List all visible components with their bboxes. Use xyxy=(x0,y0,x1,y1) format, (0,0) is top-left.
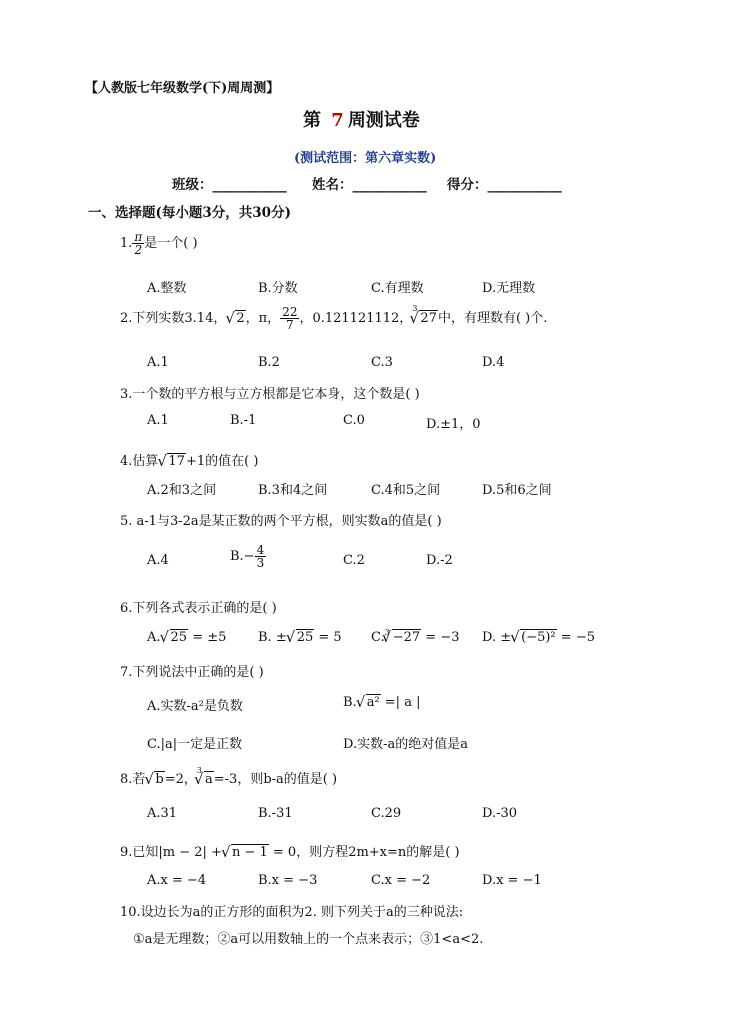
q2-cbrt xyxy=(410,311,438,326)
q4-option-b: B.3和4之间 xyxy=(258,483,328,498)
q9-post: = 0，则方程2m+x=n的解是( ) xyxy=(268,845,460,860)
q1-option-a: A.整数 xyxy=(147,281,187,296)
q4-sqrt-rad: 17 xyxy=(168,454,185,469)
q6-opta-sqrt xyxy=(161,630,189,645)
q2-sqrt xyxy=(226,311,245,326)
q4-post: +1的值在( ) xyxy=(185,454,259,469)
question-2 xyxy=(120,306,547,331)
q6-option-b xyxy=(258,630,342,645)
q6-optd-sqrt xyxy=(511,630,557,645)
question-9 xyxy=(120,841,460,860)
q8-cbrt-rad: a xyxy=(205,772,213,787)
q2-option-a: A.1 xyxy=(147,355,169,370)
q6-opta-rad: 25 xyxy=(170,630,188,645)
q9-option-d: D.x = −1 xyxy=(482,873,542,888)
q2-fraction xyxy=(280,306,299,331)
q7-option-b xyxy=(343,695,420,710)
q5-optb-num: 4 xyxy=(256,543,265,557)
q7-optb-post: =| a | xyxy=(380,695,421,710)
q4-sqrt xyxy=(158,454,186,469)
question-3: 3.一个数的平方根与立方根都是它本身，这个数是( ) xyxy=(120,387,420,402)
q1-frac-num: π xyxy=(134,230,143,244)
q7-option-d: D.实数-a的绝对值是a xyxy=(343,737,468,752)
q8-cbrt-index: 3 xyxy=(196,766,202,775)
q3-option-b: B.-1 xyxy=(230,413,257,428)
q4-pre: 4.估算 xyxy=(120,454,159,469)
q7-optb-sqrt xyxy=(357,695,381,710)
q1-frac-den: 2 xyxy=(134,243,143,257)
q9-sqrt-rad: n − 1 xyxy=(231,845,268,860)
question-10-statements: ①a是无理数；②a可以用数轴上的一个点来表示；③1<a<2. xyxy=(133,932,484,947)
q8-option-d: D.-30 xyxy=(482,806,518,821)
q6-optd-pre: D. ± xyxy=(482,630,512,645)
q6-option-a xyxy=(147,630,226,645)
q8-cbrt xyxy=(195,772,214,787)
question-4 xyxy=(120,450,258,469)
q2-cbrt-rad: 27 xyxy=(420,311,437,326)
q5-optb-pre: B.− xyxy=(230,549,255,564)
q6-optb-post: = 5 xyxy=(314,630,342,645)
q6-optc-pre: C. xyxy=(371,630,385,645)
q2-cbrt-index: 3 xyxy=(412,304,418,313)
q4-option-a: A.2和3之间 xyxy=(147,483,217,498)
q8-pre: 8.若 xyxy=(120,772,146,787)
title-suffix: 周测试卷 xyxy=(347,110,420,131)
section-title: 一、选择题(每小题3分，共30分) xyxy=(88,205,291,221)
q1-text: 是一个( ) xyxy=(144,236,198,251)
q6-optd-rad: (−5)² xyxy=(521,630,556,645)
q6-option-d xyxy=(482,630,595,645)
q9-option-a: A.x = −4 xyxy=(147,873,207,888)
q9-pre: 9.已知|m − 2| + xyxy=(120,845,222,860)
q8-option-b: B.-31 xyxy=(258,806,293,821)
q6-opta-pre: A. xyxy=(147,630,161,645)
q4-option-d: D.5和6之间 xyxy=(482,483,552,498)
q3-option-a: A.1 xyxy=(147,413,169,428)
q2-post: 中，有理数有( )个. xyxy=(437,311,548,326)
q5-option-c: C.2 xyxy=(343,553,365,568)
q6-optc-cbrt xyxy=(383,630,421,645)
q2-option-d: D.4 xyxy=(482,355,505,370)
name-field: 姓名：___________ xyxy=(312,177,427,193)
q5-optb-den: 3 xyxy=(256,556,265,570)
series-tag: 【人教版七年级数学(下)周周测】 xyxy=(85,81,280,96)
q6-optc-post: = −3 xyxy=(421,630,460,645)
q3-option-d: D.±1，0 xyxy=(426,417,481,432)
q8-sqrt xyxy=(145,772,164,787)
q4-option-c: C.4和5之间 xyxy=(371,483,441,498)
title-prefix: 第 xyxy=(303,110,321,131)
q7-option-a: A.实数-a²是负数 xyxy=(147,699,243,714)
question-8 xyxy=(120,768,337,787)
page-title xyxy=(303,106,420,132)
q9-option-c: C.x = −2 xyxy=(371,873,431,888)
q6-optb-sqrt xyxy=(287,630,315,645)
q8-post: =-3，则b-a的值是( ) xyxy=(213,772,338,787)
q2-mid1: ，π， xyxy=(245,311,281,326)
q2-mid2: ，0.121121112， xyxy=(299,311,413,326)
q3-option-c: C.0 xyxy=(343,413,365,428)
q2-sqrt-rad: 2 xyxy=(236,311,245,326)
q7-option-c: C.|a|一定是正数 xyxy=(147,737,243,752)
q2-option-b: B.2 xyxy=(258,355,280,370)
title-week: 7 xyxy=(331,110,344,131)
q9-option-b: B.x = −3 xyxy=(258,873,318,888)
question-10: 10.设边长为a的正方形的面积为2. 则下列关于a的三种说法: xyxy=(120,905,464,920)
q1-option-c: C.有理数 xyxy=(371,281,424,296)
question-6: 6.下列各式表示正确的是( ) xyxy=(120,601,277,616)
q1-fraction xyxy=(132,231,144,256)
q2-frac-num: 22 xyxy=(282,305,298,319)
class-field: 班级：___________ xyxy=(172,177,287,193)
q6-opta-post: = ±5 xyxy=(188,630,227,645)
q5-option-b xyxy=(230,544,266,569)
score-field: 得分：___________ xyxy=(447,177,562,193)
q5-optb-fraction xyxy=(255,544,267,569)
q7-optb-pre: B. xyxy=(343,695,357,710)
q2-pre: 2.下列实数3.14， xyxy=(120,311,227,326)
q6-optc-index: 3 xyxy=(384,628,390,637)
q1-number: 1. xyxy=(120,236,133,251)
q6-optc-rad: −27 xyxy=(392,630,421,645)
q8-mid: =2， xyxy=(164,772,197,787)
q6-optb-pre: B. ± xyxy=(258,630,287,645)
q6-option-c xyxy=(371,630,459,645)
test-scope: (测试范围：第六章实数) xyxy=(294,151,437,166)
q8-option-a: A.31 xyxy=(147,806,178,821)
q2-frac-den: 7 xyxy=(286,318,294,332)
q6-optb-rad: 25 xyxy=(296,630,314,645)
q1-option-b: B.分数 xyxy=(258,281,298,296)
q6-optd-post: = −5 xyxy=(556,630,595,645)
question-1 xyxy=(120,231,198,256)
q2-option-c: C.3 xyxy=(371,355,393,370)
q5-option-d: D.-2 xyxy=(426,553,453,568)
q9-sqrt xyxy=(222,845,269,860)
q7-optb-rad: a² xyxy=(366,695,380,710)
question-7: 7.下列说法中正确的是( ) xyxy=(120,665,264,680)
q1-option-d: D.无理数 xyxy=(482,281,536,296)
q8-option-c: C.29 xyxy=(371,806,402,821)
question-5: 5. a-1与3-2a是某正数的两个平方根，则实数a的值是( ) xyxy=(120,514,442,529)
q5-option-a: A.4 xyxy=(147,553,169,568)
q8-sqrt-rad: b xyxy=(155,772,164,787)
